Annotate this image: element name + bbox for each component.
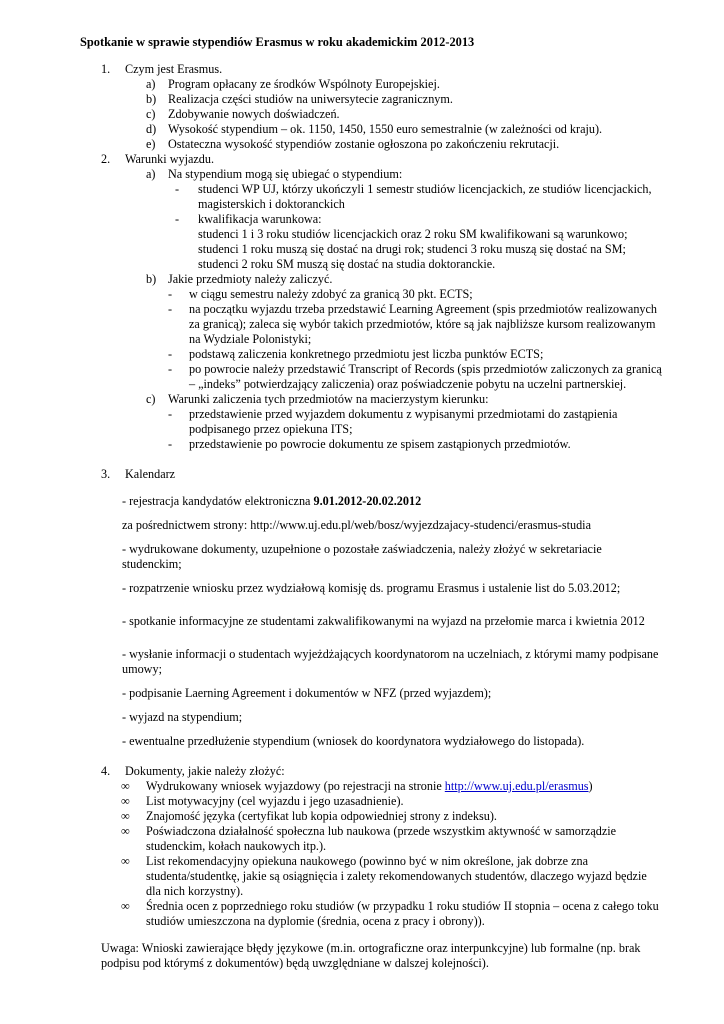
s2c-text: Warunki zaliczenia tych przedmiotów na macierzystym kierunku: — [168, 392, 489, 406]
dash-marker: - — [175, 212, 180, 226]
calendar-item: - wyjazd na stypendium; — [122, 710, 243, 724]
s2c-marker: c) — [146, 392, 156, 406]
calendar-item: - ewentualne przedłużenie stypendium (wniosek do koordynatora wydziałowego do listopada). — [122, 734, 585, 748]
calendar-item: - wysłanie informacji o studentach wyjeżdżających koordynatorom na uczelniach, z którymi mamy podpisane — [122, 647, 659, 661]
doc-item-text: Poświadczona działalność społeczna lub naukowa (przede wszystkim aktywność w samorządzie — [146, 824, 617, 838]
section-4-number: 4. — [101, 764, 111, 778]
section-2-number: 2. — [101, 152, 111, 166]
s2c-dash2-line: przedstawienie po powrocie dokumentu ze spisem zastąpionych przedmiotów. — [189, 437, 571, 451]
calendar-item: - podpisanie Laerning Agreement i dokumentów w NFZ (przed wyjazdem); — [122, 686, 492, 700]
s1-item-text: Program opłacany ze środków Wspólnoty Europejskiej. — [168, 77, 440, 91]
bullet-marker: ∞ — [121, 824, 130, 838]
calendar-registration — [122, 494, 421, 509]
calendar-registration-url: za pośrednictwem strony: http://www.uj.edu.pl/web/bosz/wyjezdzajacy-studenci/erasmus-studia — [122, 518, 591, 532]
section-2-heading: Warunki wyjazdu. — [125, 152, 215, 166]
doc-item-text: Znajomość języka (certyfikat lub kopia odpowiedniej strony z indeksu). — [146, 809, 497, 823]
s2b-dash1-line: w ciągu semestru należy zdobyć za granicą 30 pkt. ECTS; — [189, 287, 473, 301]
calendar-item: - rozpatrzenie wniosku przez wydziałową komisję ds. programu Erasmus i ustalenie list do 5.03.2012; — [122, 581, 621, 595]
section-1-heading: Czym jest Erasmus. — [125, 62, 223, 76]
erasmus-link[interactable]: http://www.uj.edu.pl/erasmus — [444, 779, 589, 793]
s1-item-text: Realizacja części studiów na uniwersytecie zagranicznym. — [168, 92, 453, 106]
s1-item-marker: d) — [146, 122, 157, 136]
note-line: podpisu pod którymś z dokumentów) będą uwzględniane w dalszej kolejności). — [101, 956, 489, 970]
doc-item-application — [146, 779, 593, 794]
bullet-marker: ∞ — [121, 899, 130, 913]
calendar-registration-text: - rejestracja kandydatów elektroniczna — [122, 494, 314, 508]
s1-item-marker: c) — [146, 107, 156, 121]
doc-item-text: List motywacyjny (cel wyjazdu i jego uzasadnienie). — [146, 794, 404, 808]
document-title: Spotkanie w sprawie stypendiów Erasmus w roku akademickim 2012-2013 — [80, 35, 475, 49]
doc-item-text: studiów umieszczona na dyplomie (średnia, ocena z pracy i obrony)). — [146, 914, 485, 928]
s2a-text: Na stypendium mogą się ubiegać o stypendium: — [168, 167, 403, 181]
s2b-dash2-line: za granicą); zaleca się wybór takich przedmiotów, które są jak najbliższe kursom realizowanym — [189, 317, 656, 331]
bullet-marker: ∞ — [121, 794, 130, 808]
dash-marker: - — [168, 302, 173, 316]
doc-item-text: List rekomendacyjny opiekuna naukowego (powinno być w nim określone, jak dobrze zna — [146, 854, 589, 868]
section-4-heading: Dokumenty, jakie należy złożyć: — [125, 764, 285, 778]
s1-item-marker: a) — [146, 77, 156, 91]
s2b-marker: b) — [146, 272, 157, 286]
calendar-item: - wydrukowane dokumenty, uzupełnione o pozostałe zaświadczenia, należy złożyć w sekretariacie — [122, 542, 602, 556]
calendar-item: studenckim; — [122, 557, 182, 571]
s2a-dash2-line: kwalifikacja warunkowa: — [198, 212, 322, 226]
bullet-marker: ∞ — [121, 779, 130, 793]
s2a-dash1-line: magisterskich i doktoranckich — [198, 197, 345, 211]
doc-item-text: studenckim, kołach naukowych itp.). — [146, 839, 327, 853]
calendar-item: - spotkanie informacyjne ze studentami zakwalifikowanymi na wyjazd na przełomie marca i kwietnia 2012 — [122, 614, 645, 628]
dash-marker: - — [175, 182, 180, 196]
section-1-number: 1. — [101, 62, 111, 76]
s2a-dash2-line: studenci 2 roku SM muszą się dostać na studia doktoranckie. — [198, 257, 496, 271]
bullet-marker: ∞ — [121, 809, 130, 823]
s2b-dash2-line: na początku wyjazdu trzeba przedstawić Learning Agreement (spis przedmiotów realizowanych — [189, 302, 658, 316]
s1-item-text: Wysokość stypendium – ok. 1150, 1450, 1550 euro semestralnie (w zależności od kraju). — [168, 122, 603, 136]
doc-item-text: ) — [588, 779, 593, 793]
s1-item-text: Ostateczna wysokość stypendiów zostanie ogłoszona po zakończeniu rekrutacji. — [168, 137, 560, 151]
dash-marker: - — [168, 437, 173, 451]
note-line: Uwaga: Wnioski zawierające błędy językowe (m.in. ortograficzne oraz interpunkcyjne) lub formalne (np. brak — [101, 941, 641, 955]
dash-marker: - — [168, 287, 173, 301]
s1-item-marker: b) — [146, 92, 157, 106]
doc-item-text: studenta/studentkę, jakie są osiągnięcia i zalety rekomendowanych studentów, dlaczego wyjazd będzie — [146, 869, 647, 883]
s2c-dash1-line: podpisanego przez opiekuna ITS; — [189, 422, 353, 436]
s1-item-marker: e) — [146, 137, 156, 151]
s2a-marker: a) — [146, 167, 156, 181]
doc-item-text: dla nich korzystny). — [146, 884, 244, 898]
s2a-dash2-line: studenci 1 i 3 roku studiów licencjackich oraz 2 roku SM kwalifikowani są warunkowo; — [198, 227, 628, 241]
s2b-dash4-line: po powrocie należy przedstawić Transcript of Records (spis przedmiotów zaliczonych za granicą — [189, 362, 662, 376]
calendar-registration-dates: 9.01.2012-20.02.2012 — [313, 494, 422, 508]
s2a-dash2-line: studenci 1 roku muszą się dostać na drugi rok; studenci 3 roku muszą się dostać na SM; — [198, 242, 626, 256]
s2c-dash1-line: przedstawienie przed wyjazdem dokumentu z wypisanymi przedmiotami do zastąpienia — [189, 407, 618, 421]
s2b-dash3-line: podstawą zaliczenia konkretnego przedmiotu jest liczba punktów ECTS; — [189, 347, 544, 361]
s2b-text: Jakie przedmioty należy zaliczyć. — [168, 272, 333, 286]
section-3-number: 3. — [101, 467, 111, 481]
doc-item-text: Średnia ocen z poprzedniego roku studiów (w przypadku 1 roku studiów II stopnia – ocena z całego toku — [146, 899, 659, 913]
s2a-dash1-line: studenci WP UJ, którzy ukończyli 1 semestr studiów licencjackich, ze studiów licencjackich, — [198, 182, 652, 196]
dash-marker: - — [168, 407, 173, 421]
s1-item-text: Zdobywanie nowych doświadczeń. — [168, 107, 340, 121]
section-3-heading: Kalendarz — [125, 467, 176, 481]
s2b-dash2-line: na Wydziale Polonistyki; — [189, 332, 312, 346]
dash-marker: - — [168, 362, 173, 376]
dash-marker: - — [168, 347, 173, 361]
calendar-item: umowy; — [122, 662, 162, 676]
doc-item-text: Wydrukowany wniosek wyjazdowy (po rejestracji na stronie — [146, 779, 445, 793]
s2b-dash4-line: – „indeks” potwierdzający zaliczenia) oraz poświadczenie pobytu na uczelni partnerskiej. — [189, 377, 627, 391]
bullet-marker: ∞ — [121, 854, 130, 868]
